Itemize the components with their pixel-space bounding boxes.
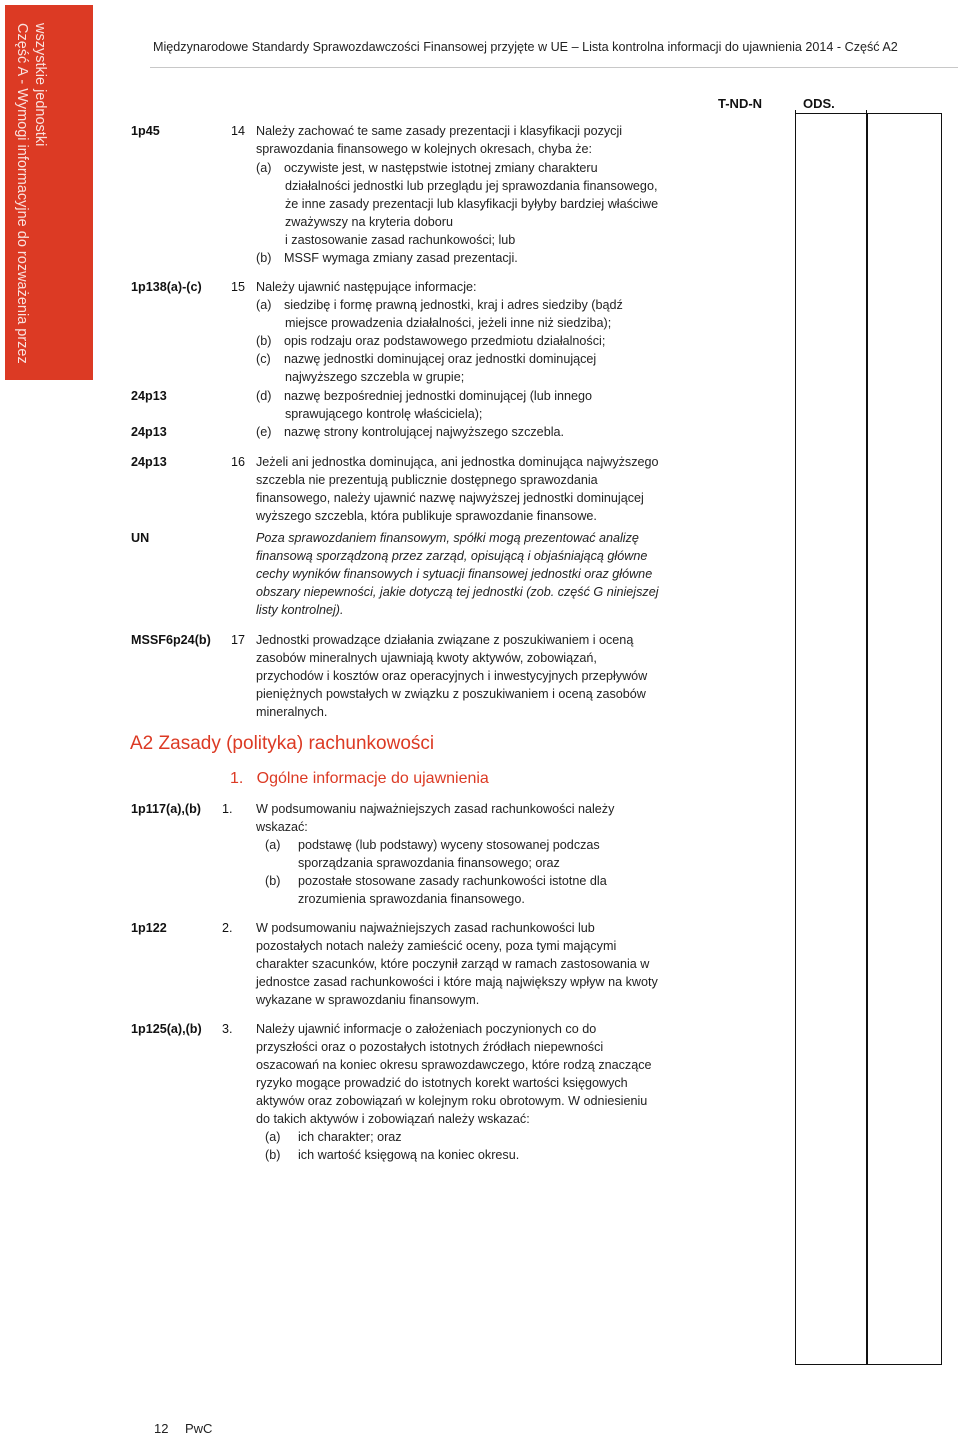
item-number: 1. [222, 802, 233, 816]
item-text: charakter szacunków, które poczynił zarząd w ramach zastosowania w [256, 957, 650, 971]
list-marker: (a) [256, 298, 272, 312]
item-number: 15 [231, 280, 246, 294]
reference-24p13: 24p13 [131, 389, 167, 403]
item-text: ich wartość księgową na koniec okresu. [298, 1148, 520, 1162]
item-text: najwyższego szczebla w grupie; [285, 370, 465, 384]
item-number: 14 [231, 124, 246, 138]
section-sidebar [5, 5, 93, 380]
item-text: Należy zachować te same zasady prezentacji i klasyfikacji pozycji [256, 124, 623, 138]
item-text: miejsce prowadzenia działalności, jeżeli inne niż siedziba); [285, 316, 612, 330]
item-text: pozostałych notach należy zamieścić oceny, poza tymi mającymi [256, 939, 617, 953]
item-number: 17 [231, 633, 246, 647]
item-text: szczebla nie prezentują publicznie dostępnego sprawozdania [256, 473, 598, 487]
item-text: wyższego szczebla, która publikuje sprawozdanie finansowe. [256, 509, 597, 523]
item-text: sprawującego kontrolę właściciela); [285, 407, 483, 421]
item-text: wykazane w sprawozdaniu finansowym. [256, 993, 480, 1007]
list-marker: (a) [265, 1130, 281, 1144]
reference-1p45: 1p45 [131, 124, 160, 138]
list-marker: (b) [256, 251, 272, 265]
page-number: 12 [154, 1421, 169, 1436]
checkbox-column-tndn[interactable] [795, 110, 867, 1365]
reference-1p117: 1p117(a),(b) [131, 802, 201, 816]
list-marker: (b) [265, 874, 281, 888]
list-marker: (a) [265, 838, 281, 852]
section-title: A2 Zasady (polityka) rachunkowości [130, 733, 435, 754]
item-text: sprawozdania finansowego w kolejnych okresach, chyba że: [256, 142, 593, 156]
sidebar-line-1: Część A - Wymogi informacyjne do rozważenia przez [14, 23, 30, 364]
item-text: ryzyko mogące prowadzić do istotnych korekt wartości księgowych [256, 1076, 628, 1090]
item-text: nazwę strony kontrolującej najwyższego szczebla. [284, 425, 564, 439]
sidebar-label [13, 23, 49, 364]
item-text: pieniężnych powstałych w związku z poszukiwaniem i oceną zasobów [256, 687, 646, 701]
item-text: nazwę bezpośredniej jednostki dominującej (lub innego [284, 389, 593, 403]
page-header: Międzynarodowe Standardy Sprawozdawczości Finansowej przyjęte w UE – Lista kontrolna informacji do ujawnienia 2014 - Część A2 [153, 40, 898, 54]
item-number: 3. [222, 1022, 233, 1036]
item-text: Jednostki prowadzące działania związane z poszukiwaniem i oceną [256, 633, 634, 647]
reference-1p122: 1p122 [131, 921, 167, 935]
item-number: 2. [222, 921, 233, 935]
reference-un: UN [131, 531, 150, 545]
item-text: pozostałe stosowane zasady rachunkowości istotne dla [298, 874, 607, 888]
guidance-note: obszary niepewności, jakie dotyczą tej jednostki (zob. część G niniejszej [256, 585, 659, 599]
item-text: aktywów oraz zobowiązań w kolejnym roku obrotowym. W odniesieniu [256, 1094, 648, 1108]
item-text: siedzibę i formę prawną jednostki, kraj i adres siedziby (bądź [284, 298, 623, 312]
item-text: Jeżeli ani jednostka dominująca, ani jednostka dominująca najwyższego [256, 455, 659, 469]
item-text: jednostce zasad rachunkowości i które mają największy wpływ na kwoty [256, 975, 658, 989]
guidance-note: cechy wyników finansowych i sytuacji finansowej jednostki oraz główne [256, 567, 653, 581]
item-text: wskazać: [256, 820, 308, 834]
list-marker: (b) [265, 1148, 281, 1162]
item-text: mineralnych. [256, 705, 328, 719]
item-text: finansowego, należy ujawnić nazwę najwyższej jednostki dominującej [256, 491, 644, 505]
item-text: przychodów i kosztów oraz operacyjnych i inwestycyjnych przepływów [256, 669, 648, 683]
header-divider [150, 67, 958, 68]
item-text: oszacowań na koniec okresu sprawozdawczego, które rodzą znaczące [256, 1058, 652, 1072]
reference-1p138: 1p138(a)-(c) [131, 280, 202, 294]
sidebar-line-2: wszystkie jednostki [32, 23, 48, 147]
item-text: zważywszy na kryteria doboru [285, 215, 453, 229]
list-marker: (d) [256, 389, 272, 403]
column-label-tndn: T-ND-N [718, 96, 763, 111]
item-text: i zastosowanie zasad rachunkowości; lub [285, 233, 516, 247]
item-text: MSSF wymaga zmiany zasad prezentacji. [284, 251, 518, 265]
item-number: 16 [231, 455, 246, 469]
item-text: zasobów mineralnych ujawniają kwoty aktywów, zobowiązań, [256, 651, 597, 665]
column-label-ods: ODS. [803, 96, 835, 111]
guidance-note: listy kontrolnej). [256, 603, 344, 617]
reference-24p13: 24p13 [131, 425, 167, 439]
item-text: oczywiste jest, w następstwie istotnej zmiany charakteru [284, 161, 598, 175]
list-marker: (a) [256, 161, 272, 175]
subsection-title: 1. Ogólne informacje do ujawnienia [230, 770, 489, 787]
item-text: W podsumowaniu najważniejszych zasad rachunkowości lub [256, 921, 595, 935]
list-marker: (b) [256, 334, 272, 348]
list-marker: (c) [256, 352, 271, 366]
item-text: do takich aktywów i zobowiązań należy wskazać: [256, 1112, 530, 1126]
item-text: Należy ujawnić następujące informacje: [256, 280, 477, 294]
footer-brand: PwC [185, 1421, 213, 1436]
item-text: działalności jednostki lub przeglądu jej sprawozdania finansowego, [285, 179, 658, 193]
checkbox-column-ods[interactable] [867, 113, 942, 1365]
item-text: ich charakter; oraz [298, 1130, 402, 1144]
item-text: podstawę (lub podstawy) wyceny stosowanej podczas [298, 838, 600, 852]
list-marker: (e) [256, 425, 272, 439]
reference-1p125: 1p125(a),(b) [131, 1022, 202, 1036]
guidance-note: Poza sprawozdaniem finansowym, spółki mogą prezentować analizę [256, 531, 639, 545]
item-text: W podsumowaniu najważniejszych zasad rachunkowości należy [256, 802, 615, 816]
item-text: przyszłości oraz o pozostałych istotnych źródłach niepewności [256, 1040, 604, 1054]
reference-mssf6p24: MSSF6p24(b) [131, 633, 211, 647]
item-text: zrozumienia sprawozdania finansowego. [298, 892, 525, 906]
item-text: Należy ujawnić informacje o założeniach poczynionych co do [256, 1022, 597, 1036]
item-text: opis rodzaju oraz podstawowego przedmiotu działalności; [284, 334, 606, 348]
item-text: sporządzania sprawozdania finansowego; oraz [298, 856, 560, 870]
item-text: że inne zasady prezentacji lub klasyfikacji byłyby bardziej właściwe [285, 197, 659, 211]
item-text: nazwę jednostki dominującej oraz jednostki dominującej [284, 352, 597, 366]
guidance-note: finansową sporządzoną przez zarząd, opisującą i objaśniającą główne [256, 549, 648, 563]
reference-24p13: 24p13 [131, 455, 167, 469]
column-top-rule [795, 113, 868, 114]
